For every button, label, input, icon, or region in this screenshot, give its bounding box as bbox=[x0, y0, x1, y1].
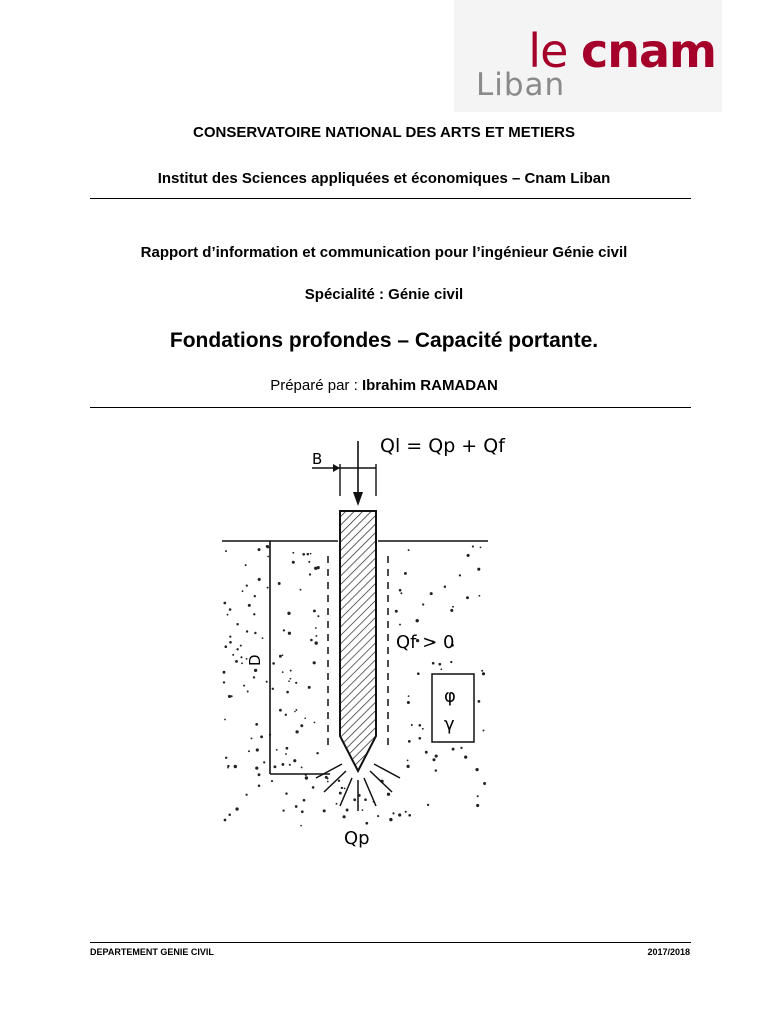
soil-dot bbox=[229, 635, 231, 637]
soil-dot bbox=[288, 632, 291, 635]
soil-dot bbox=[483, 730, 485, 732]
soil-dot bbox=[267, 556, 269, 558]
soil-dot bbox=[467, 554, 470, 557]
soil-dot bbox=[240, 656, 242, 658]
cnam-liban-logo bbox=[454, 0, 722, 112]
soil-dot bbox=[478, 700, 481, 703]
logo-liban: Liban bbox=[476, 67, 566, 103]
soil-dot bbox=[272, 662, 275, 665]
soil-dot bbox=[292, 552, 294, 554]
soil-dot bbox=[235, 807, 238, 810]
soil-dot bbox=[377, 815, 379, 817]
soil-dot bbox=[341, 787, 343, 789]
label-Qf: Qf > 0 bbox=[396, 632, 455, 653]
load-arrow-head bbox=[353, 492, 363, 506]
soil-dot bbox=[416, 619, 419, 622]
soil-dot bbox=[246, 630, 248, 632]
soil-dot bbox=[336, 803, 338, 805]
soil-dot bbox=[285, 753, 287, 755]
soil-dot bbox=[290, 678, 292, 680]
soil-dot bbox=[285, 714, 287, 716]
soil-dot bbox=[227, 614, 229, 616]
soil-dot bbox=[256, 748, 259, 751]
soil-dot bbox=[444, 586, 446, 588]
soil-dot bbox=[400, 592, 402, 594]
soil-dot bbox=[258, 578, 261, 581]
soil-dot bbox=[290, 670, 292, 672]
soil-dot bbox=[293, 759, 296, 762]
soil-dot bbox=[452, 748, 455, 751]
soil-dot bbox=[272, 688, 274, 690]
soil-dot bbox=[287, 612, 290, 615]
prepared-by bbox=[0, 377, 768, 394]
soil-dot bbox=[223, 681, 225, 683]
soil-dot bbox=[251, 737, 253, 739]
soil-dot bbox=[408, 740, 411, 743]
soil-dot bbox=[459, 574, 461, 576]
soil-dot bbox=[234, 765, 237, 768]
soil-dot bbox=[253, 676, 255, 678]
soil-dot bbox=[417, 672, 420, 675]
soil-dot bbox=[407, 701, 410, 704]
soil-dot bbox=[267, 587, 269, 589]
soil-dot bbox=[405, 811, 407, 813]
dimension-B-arrow bbox=[333, 464, 340, 472]
footer-year: 2017/2018 bbox=[647, 947, 690, 957]
soil-dot bbox=[364, 798, 367, 801]
soil-dot bbox=[313, 609, 316, 612]
soil-dot bbox=[227, 767, 229, 769]
soil-dot bbox=[432, 758, 435, 761]
soil-dot bbox=[300, 589, 302, 591]
soil-dot bbox=[344, 788, 346, 790]
soil-dot bbox=[282, 654, 284, 656]
label-Qp: Qp bbox=[344, 828, 370, 849]
soil-dot bbox=[408, 695, 410, 697]
soil-dot bbox=[411, 724, 413, 726]
soil-dot bbox=[308, 561, 310, 563]
soil-dot bbox=[315, 627, 317, 629]
soil-dot bbox=[282, 671, 284, 673]
logo-cnam: cnam bbox=[581, 24, 716, 78]
soil-dot bbox=[317, 615, 319, 617]
soil-dot bbox=[392, 812, 394, 814]
soil-dot bbox=[300, 825, 302, 827]
specialty: Spécialité : Génie civil bbox=[304, 286, 464, 303]
soil-dot bbox=[313, 661, 316, 664]
soil-dot bbox=[395, 610, 398, 613]
soil-dot bbox=[406, 765, 409, 768]
soil-dot bbox=[223, 602, 226, 605]
soil-dot bbox=[242, 590, 244, 592]
soil-dot bbox=[286, 691, 289, 694]
soil-dot bbox=[430, 592, 433, 595]
soil-dot bbox=[241, 662, 243, 664]
soil-dot bbox=[263, 761, 265, 763]
soil-dot bbox=[316, 752, 318, 754]
report-type: Rapport d’information et communication pour l’ingénieur Génie civil bbox=[140, 244, 628, 261]
soil-dot bbox=[338, 780, 340, 782]
soil-dot bbox=[480, 547, 482, 549]
soil-dot bbox=[227, 765, 229, 767]
soil-dot bbox=[266, 681, 268, 683]
institution-name: CONSERVATOIRE NATIONAL DES ARTS ET METIERS bbox=[193, 124, 575, 141]
soil-dot bbox=[475, 768, 478, 771]
prepared-by-label: Préparé par : bbox=[270, 377, 362, 394]
soil-dot bbox=[425, 751, 428, 754]
soil-dot bbox=[301, 810, 304, 813]
soil-dot bbox=[260, 735, 263, 738]
soil-dot bbox=[389, 818, 392, 821]
soil-dot bbox=[452, 606, 454, 608]
soil-dot bbox=[432, 662, 435, 665]
pile-shaft bbox=[340, 511, 376, 771]
soil-dot bbox=[353, 798, 356, 801]
soil-dot bbox=[223, 671, 226, 674]
soil-dot bbox=[247, 690, 249, 692]
soil-dot bbox=[286, 747, 289, 750]
soil-dot bbox=[285, 792, 287, 794]
soil-dot bbox=[466, 596, 469, 599]
soil-dot bbox=[339, 792, 342, 795]
label-B: B bbox=[312, 450, 323, 468]
footer-department: DEPARTEMENT GENIE CIVIL bbox=[90, 947, 214, 957]
soil-dot bbox=[255, 723, 258, 726]
soil-dot bbox=[387, 793, 390, 796]
soil-dot bbox=[225, 550, 227, 552]
equation: Ql = Qp + Qf bbox=[380, 435, 505, 457]
soil-dot bbox=[258, 773, 261, 776]
soil-dot bbox=[248, 750, 250, 752]
soil-dot bbox=[231, 695, 233, 697]
soil-dot bbox=[343, 815, 346, 818]
soil-dot bbox=[225, 757, 227, 759]
soil-dot bbox=[483, 782, 486, 785]
soil-dot bbox=[477, 568, 480, 571]
pile-diagram bbox=[220, 416, 520, 856]
soil-dot bbox=[310, 639, 313, 642]
soil-dot bbox=[288, 680, 290, 682]
soil-dot bbox=[245, 564, 247, 566]
soil-dot bbox=[308, 686, 311, 689]
soil-dot bbox=[435, 769, 437, 771]
soil-dot bbox=[282, 809, 284, 811]
soil-dot bbox=[305, 776, 308, 779]
soil-dot bbox=[246, 584, 248, 586]
soil-dot bbox=[289, 764, 291, 766]
soil-dot bbox=[229, 641, 232, 644]
logo-le: le bbox=[528, 24, 581, 78]
soil-dot bbox=[301, 766, 303, 768]
soil-dot bbox=[422, 603, 424, 605]
soil-dot bbox=[325, 776, 328, 779]
soil-dot bbox=[478, 595, 480, 597]
soil-dot bbox=[460, 747, 462, 749]
divider-footer bbox=[90, 942, 691, 943]
soil-dot bbox=[278, 582, 281, 585]
soil-dot bbox=[235, 660, 238, 663]
author-name: Ibrahim RAMADAN bbox=[361, 377, 498, 394]
soil-dot bbox=[464, 755, 467, 758]
soil-dot bbox=[315, 568, 317, 570]
soil-dot bbox=[472, 545, 474, 547]
soil-dot bbox=[304, 717, 306, 719]
soil-dot bbox=[310, 553, 312, 555]
soil-dot bbox=[365, 822, 368, 825]
divider-middle bbox=[90, 407, 691, 408]
soil-dot bbox=[224, 819, 227, 822]
soil-dot bbox=[481, 670, 483, 672]
soil-dot bbox=[302, 553, 305, 556]
soil-dot bbox=[315, 641, 318, 644]
soil-dot bbox=[254, 595, 256, 597]
soil-dot bbox=[482, 672, 485, 675]
soil-dot bbox=[254, 632, 256, 634]
soil-dot bbox=[243, 685, 245, 687]
soil-dot bbox=[224, 645, 227, 648]
soil-dot bbox=[240, 645, 242, 647]
soil-dot bbox=[407, 760, 409, 762]
soil-dot bbox=[253, 613, 255, 615]
soil-dot bbox=[266, 545, 269, 548]
soil-dot bbox=[245, 794, 247, 796]
soil-dot bbox=[422, 728, 424, 730]
soil-dot bbox=[346, 809, 349, 812]
institute-name: Institut des Sciences appliquées et économiques – Cnam Liban bbox=[157, 170, 611, 187]
soil-dot bbox=[408, 549, 410, 551]
soil-dot bbox=[255, 766, 258, 769]
label-phi: φ bbox=[444, 686, 456, 707]
soil-dot bbox=[440, 668, 442, 670]
soil-dot bbox=[273, 765, 276, 768]
soil-dot bbox=[435, 755, 438, 758]
soil-dot bbox=[450, 661, 452, 663]
soil-dot bbox=[450, 609, 453, 612]
soil-dot bbox=[294, 711, 296, 713]
soil-dot bbox=[281, 763, 284, 766]
soil-dot bbox=[248, 604, 251, 607]
soil-dot bbox=[327, 781, 329, 783]
soil-dot bbox=[229, 608, 232, 611]
soil-dot bbox=[314, 722, 316, 724]
soil-dot bbox=[258, 548, 261, 551]
soil-dot bbox=[398, 813, 401, 816]
soil-dot bbox=[362, 809, 364, 811]
soil-dot bbox=[427, 804, 429, 806]
soil-dot bbox=[404, 572, 407, 575]
soil-dot bbox=[295, 805, 298, 808]
soil-dot bbox=[315, 635, 317, 637]
soil-dot bbox=[254, 669, 257, 672]
soil-dot bbox=[295, 730, 298, 733]
soil-dot bbox=[300, 724, 303, 727]
soil-dot bbox=[258, 785, 261, 788]
soil-dot bbox=[399, 589, 402, 592]
soil-dot bbox=[283, 629, 285, 631]
divider-top bbox=[90, 198, 691, 199]
soil-dot bbox=[279, 655, 282, 658]
soil-dot bbox=[309, 573, 311, 575]
soil-dot bbox=[224, 719, 226, 721]
soil-dot bbox=[303, 799, 306, 802]
soil-dot bbox=[228, 813, 231, 816]
soil-dot bbox=[477, 795, 479, 797]
soil-dot bbox=[232, 654, 234, 656]
soil-dot bbox=[312, 786, 315, 789]
soil-dot bbox=[408, 814, 411, 817]
report-title: Fondations profondes – Capacité portante. bbox=[169, 329, 599, 352]
soil-dot bbox=[307, 553, 310, 556]
soil-dot bbox=[279, 709, 282, 712]
soil-dot bbox=[323, 809, 326, 812]
soil-dot bbox=[418, 737, 421, 740]
soil-dot bbox=[438, 663, 441, 666]
soil-dot bbox=[276, 749, 278, 751]
soil-dot bbox=[236, 648, 238, 650]
soil-dot bbox=[262, 637, 264, 639]
soil-dot bbox=[292, 561, 295, 564]
soil-dot bbox=[236, 623, 238, 625]
soil-dot bbox=[476, 804, 479, 807]
label-gamma: γ bbox=[444, 714, 455, 735]
soil-dot bbox=[399, 624, 401, 626]
soil-dot bbox=[295, 682, 297, 684]
soil-dot bbox=[295, 709, 297, 711]
soil-dot bbox=[271, 780, 273, 782]
label-D: D bbox=[246, 654, 264, 666]
soil-dot bbox=[419, 724, 422, 727]
